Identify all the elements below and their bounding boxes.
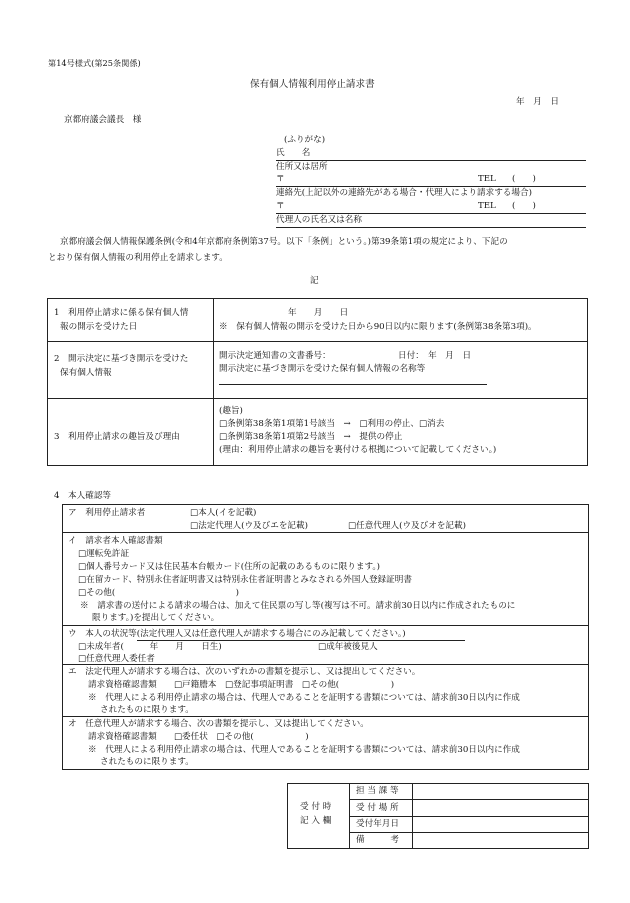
tel-label-2: TEL xyxy=(478,201,496,211)
section4-heading: 4 本人確認等 xyxy=(54,491,112,501)
row2-name: 開示決定に基づき開示を受けた保有個人情報の名称等 xyxy=(219,364,426,374)
o-docs[interactable]: 請求資格確認書類 □委任状 □その他( ) xyxy=(88,732,309,742)
agent-name-line[interactable] xyxy=(276,227,586,228)
i-note-2: 限ります。)を提出してください。 xyxy=(92,613,220,623)
row2-label-2: 保有個人情報 xyxy=(60,368,112,378)
reception-place-field[interactable] xyxy=(414,801,586,814)
reception-date-field[interactable] xyxy=(414,818,586,831)
tel-label: TEL xyxy=(478,174,496,184)
agent-name-label: 代理人の氏名又は名称 xyxy=(276,215,362,225)
row1-label-2: 報の開示を受けた日 xyxy=(60,322,138,332)
a-label: ア 利用停止請求者 xyxy=(68,508,146,518)
reception-label-1: 受 付 時 xyxy=(300,802,332,812)
i-label: イ 請求者本人確認書類 xyxy=(68,536,163,546)
row2-doc-number[interactable]: 開示決定通知書の文書番号： xyxy=(219,351,331,361)
document-title: 保有個人情報利用停止請求書 xyxy=(250,79,375,90)
i-doc-license[interactable]: □運転免許証 xyxy=(78,549,130,559)
row3-label: 3 利用停止請求の趣旨及び理由 xyxy=(54,432,180,442)
row2-name-line[interactable] xyxy=(219,384,487,385)
address-label: 住所又は居所 xyxy=(276,162,328,172)
reception-row-place: 受 付 場 所 xyxy=(356,803,399,813)
e-docs[interactable]: 請求資格確認書類 □戸籍謄本 □登記事項証明書 □その他( ) xyxy=(88,680,395,690)
a-option-legal-agent[interactable]: □法定代理人(ウ及びエを記載) xyxy=(190,521,308,531)
o-label: オ 任意代理人が請求する場合、次の書類を提示し、又は提出してください。 xyxy=(68,719,369,729)
postal-mark: 〒 xyxy=(276,174,285,184)
o-note-1: ※ 代理人による利用停止請求の場合は、代理人であることを証明する書類については、請求前30日以内に作成 xyxy=(88,745,520,755)
i-doc-residence[interactable]: □在留カード、特別永住者証明書又は特別永住者証明書とみなされる外国人登録証明書 xyxy=(78,575,412,585)
row1-note: ※ 保有個人情報の開示を受けた日から90日以内に限ります(条例第38条第3項)。 xyxy=(219,322,537,332)
name-label: 氏 名 xyxy=(276,148,311,158)
form-number: 第14号様式(第25条関係) xyxy=(48,58,141,68)
contact-label: 連絡先(上記以外の連絡先がある場合・代理人により請求する場合) xyxy=(276,188,532,198)
row2-label-1: 2 開示決定に基づき開示を受けた xyxy=(54,354,189,364)
e-label: エ 法定代理人が請求する場合は、次のいずれかの書類を提示し、又は提出してください。 xyxy=(68,667,421,677)
row3-option-1[interactable]: □条例第38条第1項第1号該当 → □利用の停止、□消去 xyxy=(219,419,445,429)
reception-sep-2 xyxy=(349,816,589,817)
i-doc-other[interactable]: □その他( ) xyxy=(78,588,239,598)
row3-option-2[interactable]: □条例第38条第1項第2号該当 → 提供の停止 xyxy=(219,432,403,442)
u-voluntary[interactable]: □任意代理人委任者 xyxy=(78,654,155,664)
contact-line[interactable] xyxy=(276,213,586,214)
a-option-principal[interactable]: □本人(イを記載) xyxy=(190,508,257,518)
reception-row-date: 受付年月日 xyxy=(356,819,399,829)
tel-paren: ( ) xyxy=(512,174,536,184)
identity-sep-2 xyxy=(62,625,589,626)
reception-label-2: 記 入 欄 xyxy=(300,816,332,826)
addressee: 京都府議会議長 様 xyxy=(64,115,142,125)
table-divider xyxy=(213,298,214,466)
date-line: 年 月 日 xyxy=(516,97,559,107)
identity-sep-4 xyxy=(62,716,589,717)
a-option-voluntary-agent[interactable]: □任意代理人(ウ及びオを記載) xyxy=(348,521,466,531)
furigana-label: (ふりがな) xyxy=(284,135,326,145)
e-note-2: されたものに限ります。 xyxy=(100,705,194,715)
row3-reason: (理由：利用停止請求の趣旨を裏付ける根拠について記載してください。) xyxy=(219,445,497,455)
reception-dept-field[interactable] xyxy=(414,785,586,798)
row1-label-1: 1 利用停止請求に係る保有個人情 xyxy=(54,308,189,318)
reception-row-dept: 担 当 課 等 xyxy=(356,786,399,796)
u-label: ウ 本人の状況等(法定代理人又は任意代理人が請求する場合にのみ記載してください。) xyxy=(68,629,406,639)
row3-purpose: (趣旨) xyxy=(219,406,243,416)
u-minor[interactable]: □未成年者( 年 月 日生) xyxy=(78,642,222,652)
name-line[interactable] xyxy=(276,160,586,161)
e-note-1: ※ 代理人による利用停止請求の場合は、代理人であることを証明する書類については、請求前30日以内に作成 xyxy=(88,693,520,703)
u-adult-ward[interactable]: □成年被後見人 xyxy=(318,642,378,652)
reception-sep-1 xyxy=(349,799,589,800)
body-line-2: とおり保有個人情報の利用停止を請求します。 xyxy=(48,253,228,263)
ki-heading: 記 xyxy=(310,276,319,286)
u-underline xyxy=(137,640,465,641)
i-doc-mynumber[interactable]: □個人番号カード又は住民基本台帳カード(住所の記載のあるものに限ります。) xyxy=(78,562,381,572)
i-note-1: ※ 請求書の送付による請求の場合は、加えて住民票の写し等(複写は不可。請求前30日以内に作成されたものに xyxy=(80,601,516,611)
address-line[interactable] xyxy=(276,186,586,187)
o-note-2: されたものに限ります。 xyxy=(100,757,194,767)
table-row-sep-2 xyxy=(47,398,588,399)
tel-paren-2: ( ) xyxy=(512,201,536,211)
row2-date[interactable]: 日付： 年 月 日 xyxy=(398,351,472,361)
postal-mark-2: 〒 xyxy=(276,201,285,211)
row1-date[interactable]: 年 月 日 xyxy=(288,308,349,318)
body-line-1: 京都府議会個人情報保護条例(令和4年京都府条例第37号。以下「条例」という。)第39条第1項の規定により、下記の xyxy=(60,237,508,247)
identity-sep-1 xyxy=(62,532,589,533)
reception-remarks-field[interactable] xyxy=(414,834,586,847)
reception-row-remarks: 備 考 xyxy=(356,835,399,845)
reception-sep-3 xyxy=(349,832,589,833)
table-row-sep-1 xyxy=(47,341,588,342)
